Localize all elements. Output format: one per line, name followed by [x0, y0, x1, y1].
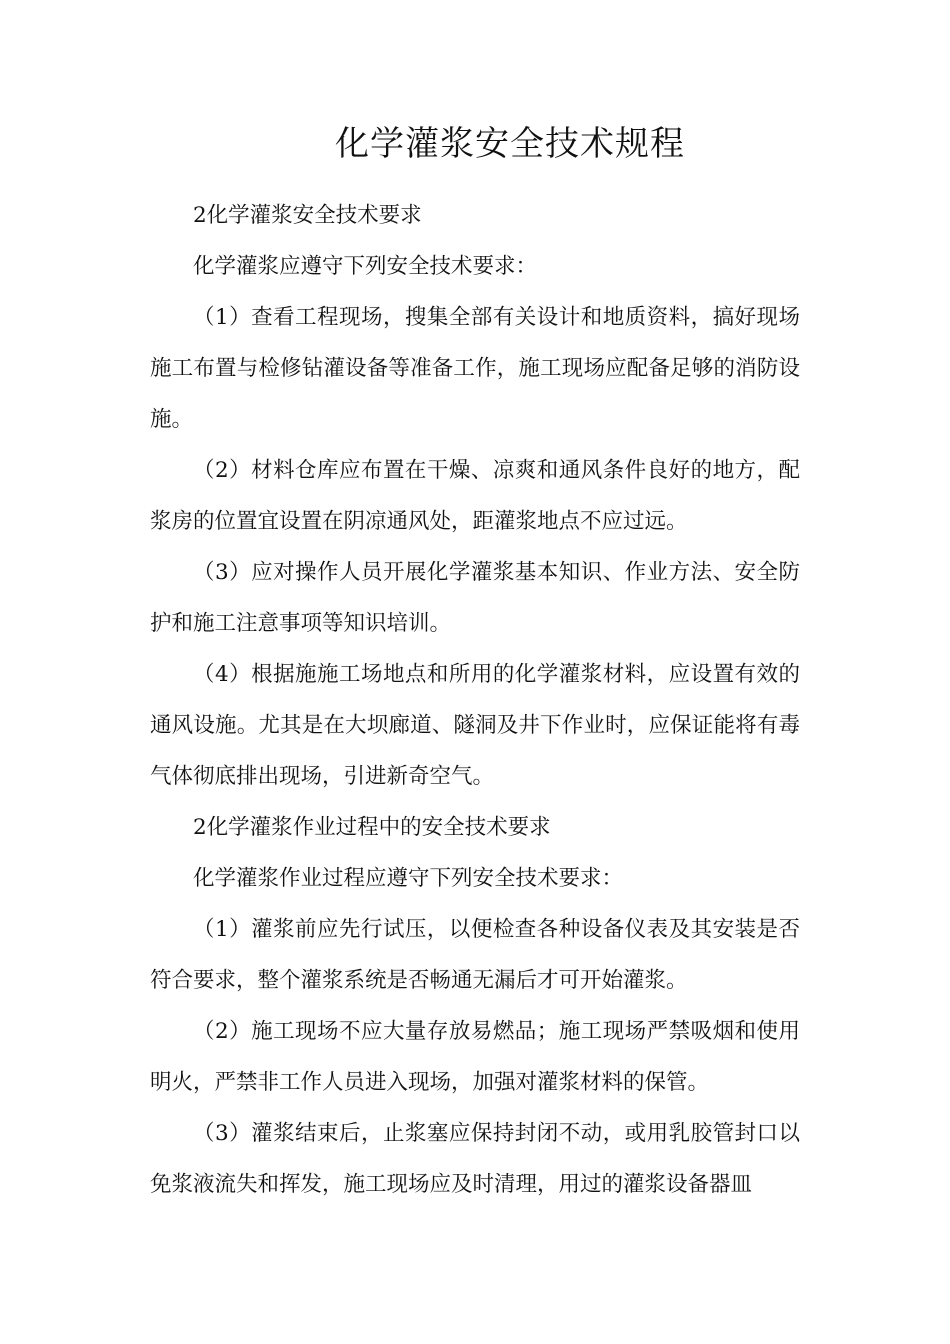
section-heading-2: 2化学灌浆作业过程中的安全技术要求 — [193, 815, 551, 840]
document-title: 化学灌浆安全技术规程 — [335, 124, 685, 164]
paragraph-item-1: （1）查看工程现场，搜集全部有关设计和地质资料，搞好现场施工布置与检修钻灌设备等准备工作，施工现场应配备足够的消防设施。 — [150, 305, 800, 432]
paragraph-intro-2: 化学灌浆作业过程应遵守下列安全技术要求： — [193, 866, 624, 891]
paragraph-intro-1: 化学灌浆应遵守下列安全技术要求： — [193, 254, 538, 279]
paragraph-item-2: （2）材料仓库应布置在干燥、凉爽和通风条件良好的地方，配浆房的位置宜设置在阴凉通风处，距灌浆地点不应过远。 — [150, 458, 800, 534]
paragraph-item-7: （3）灌浆结束后，止浆塞应保持封闭不动，或用乳胶管封口以免浆液流失和挥发，施工现场应及时清理，用过的灌浆设备器皿 — [150, 1121, 800, 1197]
document-body — [150, 190, 800, 1210]
paragraph-item-3: （3）应对操作人员开展化学灌浆基本知识、作业方法、安全防护和施工注意事项等知识培训。 — [150, 560, 800, 636]
paragraph-item-5: （1）灌浆前应先行试压，以便检查各种设备仪表及其安装是否符合要求，整个灌浆系统是否畅通无漏后才可开始灌浆。 — [150, 917, 800, 993]
paragraph-item-4: （4）根据施施工场地点和所用的化学灌浆材料，应设置有效的通风设施。尤其是在大坝廊道、隧洞及井下作业时，应保证能将有毒气体彻底排出现场，引进新奇空气。 — [150, 662, 800, 789]
paragraph-item-6: （2）施工现场不应大量存放易燃品；施工现场严禁吸烟和使用明火，严禁非工作人员进入现场，加强对灌浆材料的保管。 — [150, 1019, 800, 1095]
section-heading-1: 2化学灌浆安全技术要求 — [193, 203, 422, 228]
